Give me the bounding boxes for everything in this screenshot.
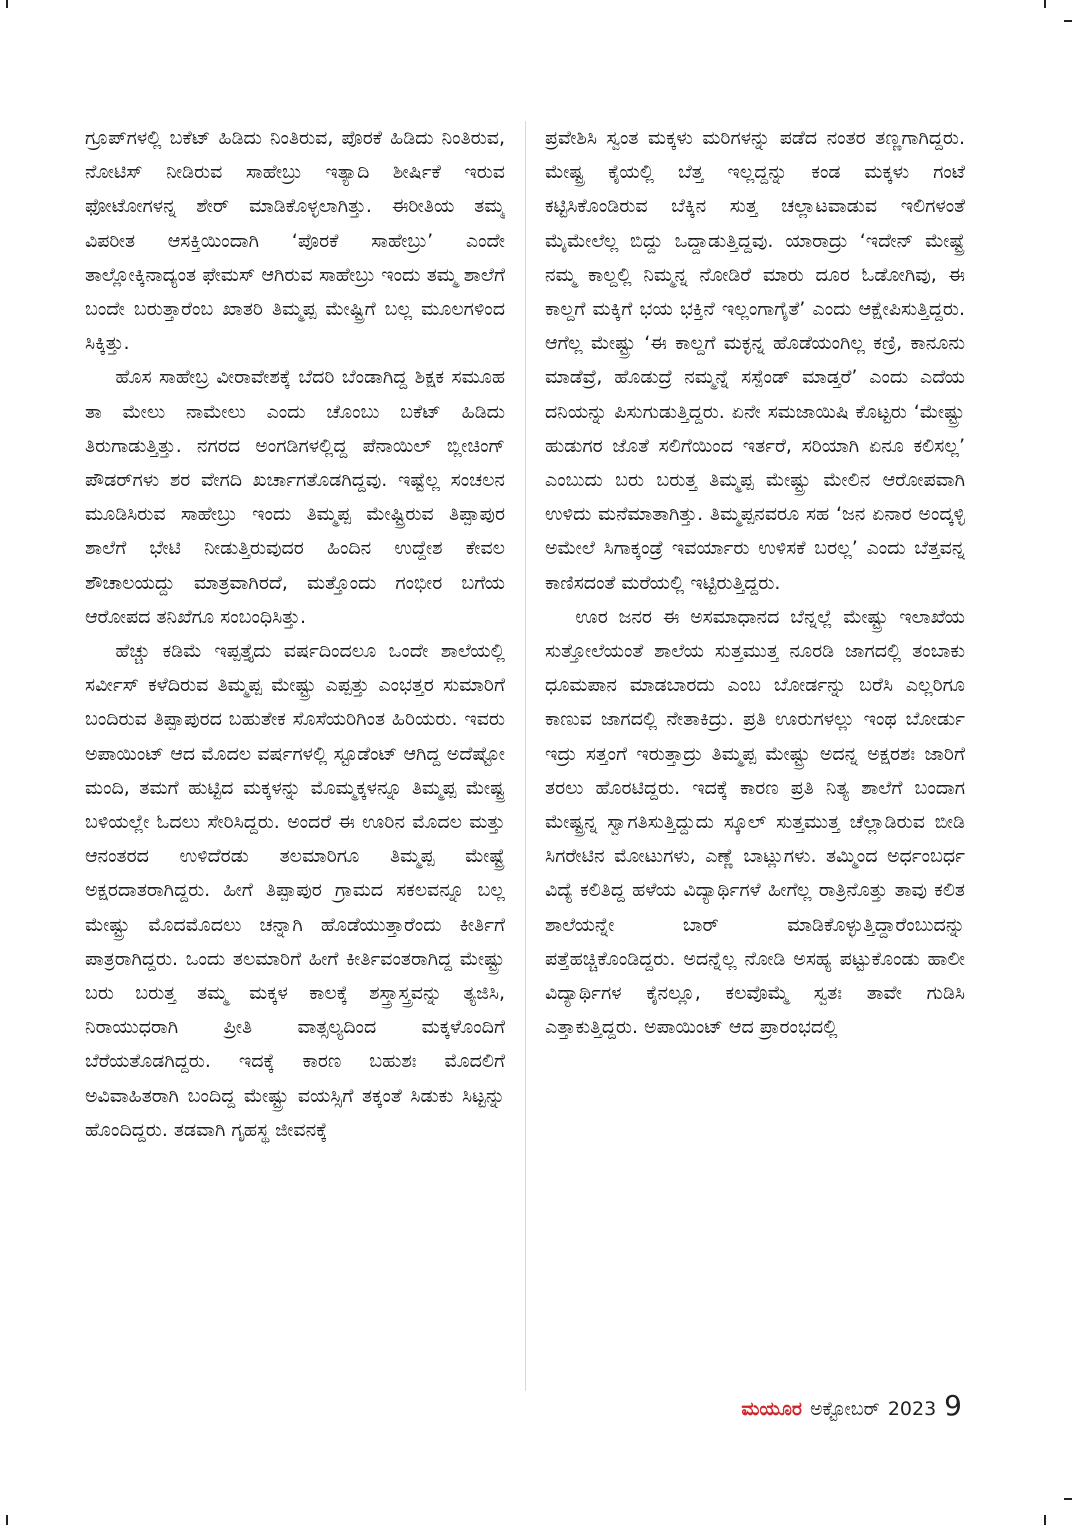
- page-footer: [741, 1389, 962, 1422]
- article-paragraph: ಪ್ರವೇಶಿಸಿ ಸ್ವಂತ ಮಕ್ಕಳು ಮರಿಗಳನ್ನು ಪಡೆದ ನಂತರ ತಣ್ಣಗಾಗಿದ್ದರು. ಮೇಷ್ಟ್ರ ಕೈಯಲ್ಲಿ ಬೆತ್ತ ಇಲ್ಲದ್ದನ್ನು ಕಂಡ ಮಕ್ಕಳು ಗಂಟೆ ಕಟ್ಟಿಸಿಕೊಂಡಿರುವ ಬೆಕ್ಕಿನ ಸುತ್ತ ಚಲ್ಲಾಟವಾಡುವ ಇಲಿಗಳಂತೆ ಮೈಮೇಲೆಲ್ಲ ಬಿದ್ದು ಒದ್ದಾಡುತ್ತಿದ್ದವು. ಯಾರಾದ್ರು ‘ಇದೇನ್ ಮೇಷ್ಟ್ರೆ ನಮ್ಮ ಕಾಲ್ದಲ್ಲಿ ನಿಮ್ಮನ್ನ ನೋಡಿರೆ ಮಾರು ದೂರ ಓಡೋಗಿವು, ಈ ಕಾಲ್ದಗೆ ಮಕ್ಕಿಗೆ ಭಯ ಭಕ್ತಿನೆ ಇಲ್ಲಂಗಾಗೈತೆ’ ಎಂದು ಆಕ್ಷೇಪಿಸುತ್ತಿದ್ದರು. ಆಗೆಲ್ಲ ಮೇಷ್ಟ್ರು ‘ಈ ಕಾಲ್ದಗೆ ಮಕ್ಳನ್ನ ಹೊಡೆಯಂಗಿಲ್ಲ ಕಣ್ರಿ, ಕಾನೂನು ಮಾಡೆವ್ರೆ, ಹೊಡುದ್ರೆ ನಮ್ಮನ್ನೆ ಸಸ್ಪೆಂಡ್ ಮಾಡ್ತರೆ’ ಎಂದು ಎದೆಯ ದನಿಯನ್ನು ಪಿಸುಗುಡುತ್ತಿದ್ದರು. ಏನೇ ಸಮಜಾಯಿಷಿ ಕೊಟ್ಟರು ‘ಮೇಷ್ಟ್ರು ಹುಡುಗರ ಜೊತೆ ಸಲಿಗೆಯಿಂದ ಇರ್ತರೆ, ಸರಿಯಾಗಿ ಏನೂ ಕಲಿಸಲ್ಲ’ ಎಂಬುದು ಬರು ಬರುತ್ತ ತಿಮ್ಮಪ್ಪ ಮೇಷ್ಟ್ರು ಮೇಲಿನ ಆರೋಪವಾಗಿ ಉಳಿದು ಮನೆಮಾತಾಗಿತ್ತು. ತಿಮ್ಮಪ್ಪನವರೂ ಸಹ ‘ಜನ ಏನಾರ ಅಂದ್ಕಳ್ಳಿ ಅಮೇಲೆ ಸಿಗಾಕ್ಕಂಡ್ರೆ ಇವರ್ಯಾರು ಉಳಿಸಕೆ ಬರಲ್ಲ’ ಎಂದು ಬೆತ್ತವನ್ನ ಕಾಣಿಸದಂತೆ ಮರೆಯಲ್ಲಿ ಇಟ್ಟಿರುತ್ತಿದ್ದರು.: [545, 127, 965, 594]
- article-column-left: [85, 121, 505, 1406]
- crop-mark-bottom-left: [6, 1515, 8, 1525]
- issue-year: 2023: [887, 1398, 937, 1420]
- article-paragraph: ಹೊಸ ಸಾಹೇಬ್ರ ವೀರಾವೇಶಕ್ಕೆ ಬೆದರಿ ಬೆಂಡಾಗಿದ್ದ ಶಿಕ್ಷಕ ಸಮೂಹ ತಾ ಮೇಲು ನಾಮೇಲು ಎಂದು ಚೊಂಬು ಬಕೆಟ್ ಹಿಡಿದು ತಿರುಗಾಡುತ್ತಿತ್ತು. ನಗರದ ಅಂಗಡಿಗಳಲ್ಲಿದ್ದ ಪೆನಾಯಿಲ್ ಬ್ಲೀಚಿಂಗ್ ಪೌಡರ್‌ಗಳು ಶರ ವೇಗದಿ ಖರ್ಚಾಗತೊಡಗಿದ್ದವು. ಇಷ್ಟೆಲ್ಲ ಸಂಚಲನ ಮೂಡಿಸಿರುವ ಸಾಹೇಬ್ರು ಇಂದು ತಿಮ್ಮಪ್ಪ ಮೇಷ್ಟ್ರಿರುವ ತಿಪ್ಪಾಪುರ ಶಾಲೆಗೆ ಭೇಟಿ ನೀಡುತ್ತಿರುವುದರ ಹಿಂದಿನ ಉದ್ದೇಶ ಕೇವಲ ಶೌಚಾಲಯದ್ದು ಮಾತ್ರವಾಗಿರದೆ, ಮತ್ತೊಂದು ಗಂಭೀರ ಬಗೆಯ ಆರೋಪದ ತನಿಖೆಗೂ ಸಂಬಂಧಿಸಿತ್ತು.: [85, 366, 505, 628]
- column-divider: [525, 121, 526, 1391]
- crop-mark-right-upper: [1064, 20, 1072, 22]
- article-paragraph: ಊರ ಜನರ ಈ ಅಸಮಾಧಾನದ ಬೆನ್ನಲ್ಲೆ ಮೇಷ್ಟ್ರು ಇಲಾಖೆಯ ಸುತ್ತೋಲೆಯಂತೆ ಶಾಲೆಯ ಸುತ್ತಮುತ್ತ ನೂರಡಿ ಜಾಗದಲ್ಲಿ ತಂಬಾಕು ಧೂಮಪಾನ ಮಾಡಬಾರದು ಎಂಬ ಬೋರ್ಡನ್ನು ಬರೆಸಿ ಎಲ್ಲರಿಗೂ ಕಾಣುವ ಜಾಗದಲ್ಲಿ ನೇತಾಕಿದ್ರು. ಪ್ರತಿ ಊರುಗಳಲ್ಲು ಇಂಥ ಬೋರ್ಡು ಇದ್ರು ಸತ್ತಂಗೆ ಇರುತ್ತಾದ್ರು ತಿಮ್ಮಪ್ಪ ಮೇಷ್ಟ್ರು ಅದನ್ನ ಅಕ್ಷರಶಃ ಜಾರಿಗೆ ತರಲು ಹೊರಟಿದ್ದರು. ಇದಕ್ಕೆ ಕಾರಣ ಪ್ರತಿ ನಿತ್ಯ ಶಾಲೆಗೆ ಬಂದಾಗ ಮೇಷ್ಟ್ರನ್ನ ಸ್ವಾಗತಿಸುತ್ತಿದ್ದುದು ಸ್ಕೂಲ್ ಸುತ್ತಮುತ್ತ ಚೆಲ್ಲಾಡಿರುವ ಬೀಡಿ ಸಿಗರೇಟಿನ ಮೋಟುಗಳು, ಎಣ್ಣೆ ಬಾಟ್ಲುಗಳು. ತಮ್ಮಿಂದ ಅರ್ಧಂಬರ್ಧ ವಿದ್ಯೆ ಕಲಿತಿದ್ದ ಹಳೆಯ ವಿದ್ಯಾರ್ಥಿಗಳೆ ಹೀಗೆಲ್ಲ ರಾತ್ರಿನೊತ್ತು ತಾವು ಕಲಿತ ಶಾಲೆಯನ್ನೇ ಬಾರ್ ಮಾಡಿಕೊಳ್ಳುತ್ತಿದ್ದಾರೆಂಬುದನ್ನು ಪತ್ತೆಹಚ್ಚಿಕೊಂಡಿದ್ದರು. ಅದನ್ನೆಲ್ಲ ನೋಡಿ ಅಸಹ್ಯ ಪಟ್ಟುಕೊಂಡು ಹಾಲೀ ವಿದ್ಯಾರ್ಥಿಗಳ ಕೈನಲ್ಲೂ, ಕಲವೊಮ್ಮೆ ಸ್ವತಃ ತಾವೇ ಗುಡಿಸಿ ಎತ್ತಾಕುತ್ತಿದ್ದರು. ಅಪಾಯಿಂಟ್ ಆದ ಪ್ರಾರಂಭದಲ್ಲಿ: [545, 605, 965, 1039]
- crop-mark-right-lower: [1064, 1498, 1072, 1500]
- page-number: 9: [944, 1389, 962, 1422]
- article-paragraph: ಗ್ರೂಪ್‌ಗಳಲ್ಲಿ ಬಕೆಟ್ ಹಿಡಿದು ನಿಂತಿರುವ, ಪೊರಕೆ ಹಿಡಿದು ನಿಂತಿರುವ, ನೋಟಿಸ್ ನೀಡಿರುವ ಸಾಹೇಬ್ರು ಇತ್ಯಾದಿ ಶೀರ್ಷಿಕೆ ಇರುವ ಫೋಟೋಗಳನ್ನ ಶೇರ್ ಮಾಡಿಕೊಳ್ಳಲಾಗಿತ್ತು. ಈರೀತಿಯ ತಮ್ಮ ವಿಪರೀತ ಆಸಕ್ತಿಯಿಂದಾಗಿ ‘ಪೊರಕೆ ಸಾಹೇಬ್ರು’ ಎಂದೇ ತಾಲ್ಲೋಕ್ಕಿನಾದ್ಯಂತ ಫೇಮಸ್ ಆಗಿರುವ ಸಾಹೇಬ್ರು ಇಂದು ತಮ್ಮ ಶಾಲೆಗೆ ಬಂದೇ ಬರುತ್ತಾರೆಂಬ ಖಾತರಿ ತಿಮ್ಮಪ್ಪ ಮೇಷ್ಟ್ರಿಗೆ ಬಲ್ಲ ಮೂಲಗಳಿಂದ ಸಿಕ್ಕಿತ್ತು.: [85, 127, 505, 355]
- magazine-brand: ಮಯೂರ: [741, 1398, 802, 1420]
- crop-mark-top-right: [1044, 0, 1046, 8]
- crop-mark-bottom-right: [1044, 1515, 1046, 1525]
- article-paragraph: ಹೆಚ್ಚು ಕಡಿಮೆ ಇಪ್ಪತ್ತೈದು ವರ್ಷದಿಂದಲೂ ಒಂದೇ ಶಾಲೆಯಲ್ಲಿ ಸರ್ವೀಸ್ ಕಳೆದಿರುವ ತಿಮ್ಮಪ್ಪ ಮೇಷ್ಟ್ರು ಎಪ್ಪತ್ತು ಎಂಭತ್ತರ ಸುಮಾರಿಗೆ ಬಂದಿರುವ ತಿಪ್ಪಾಪುರದ ಬಹುತೇಕ ಸೊಸೆಯರಿಗಿಂತ ಹಿರಿಯರು. ಇವರು ಅಪಾಯಿಂಟ್ ಆದ ಮೊದಲ ವರ್ಷಗಳಲ್ಲಿ ಸ್ಟೂಡೆಂಟ್ ಆಗಿದ್ದ ಅದೆಷ್ಟೋ ಮಂದಿ, ತಮಗೆ ಹುಟ್ಟಿದ ಮಕ್ಕಳನ್ನು ಮೊಮ್ಮಕ್ಕಳನ್ನೂ ತಿಮ್ಮಪ್ಪ ಮೇಷ್ಟ್ರ ಬಳಿಯಲ್ಲೇ ಓದಲು ಸೇರಿಸಿದ್ದರು. ಅಂದರೆ ಈ ಊರಿನ ಮೊದಲ ಮತ್ತು ಆನಂತರದ ಉಳಿದೆರಡು ತಲಮಾರಿಗೂ ತಿಮ್ಮಪ್ಪ ಮೇಷ್ಟ್ರೆ ಅಕ್ಷರದಾತರಾಗಿದ್ದರು. ಹೀಗೆ ತಿಪ್ಪಾಪುರ ಗ್ರಾಮದ ಸಕಲವನ್ನೂ ಬಲ್ಲ ಮೇಷ್ಟ್ರು ಮೊದಮೊದಲು ಚನ್ನಾಗಿ ಹೊಡೆಯುತ್ತಾರೆಂದು ಕೀರ್ತಿಗೆ ಪಾತ್ರರಾಗಿದ್ದರು. ಒಂದು ತಲಮಾರಿಗೆ ಹೀಗೆ ಕೀರ್ತಿವಂತರಾಗಿದ್ದ ಮೇಷ್ಟ್ರು ಬರು ಬರುತ್ತ ತಮ್ಮ ಮಕ್ಕಳ ಕಾಲಕ್ಕೆ ಶಸ್ತ್ರಾಸ್ತ್ರವನ್ನು ತ್ಯಜಿಸಿ, ನಿರಾಯುಧರಾಗಿ ಪ್ರೀತಿ ವಾತ್ಸಲ್ಯದಿಂದ ಮಕ್ಕಳೊಂದಿಗೆ ಬೆರೆಯತೊಡಗಿದ್ದರು. ಇದಕ್ಕೆ ಕಾರಣ ಬಹುಶಃ ಮೊದಲಿಗೆ ಅವಿವಾಹಿತರಾಗಿ ಬಂದಿದ್ದ ಮೇಷ್ಟ್ರು ವಯಸ್ಸಿಗೆ ತಕ್ಕಂತೆ ಸಿಡುಕು ಸಿಟ್ಟನ್ನು ಹೊಂದಿದ್ದರು. ತಡವಾಗಿ ಗೃಹಸ್ಥ ಜೀವನಕ್ಕೆ: [85, 640, 505, 1141]
- crop-mark-top-left: [6, 0, 8, 8]
- issue-month: ಅಕ್ಟೋಬರ್: [809, 1398, 880, 1420]
- article-column-right: [545, 121, 965, 1406]
